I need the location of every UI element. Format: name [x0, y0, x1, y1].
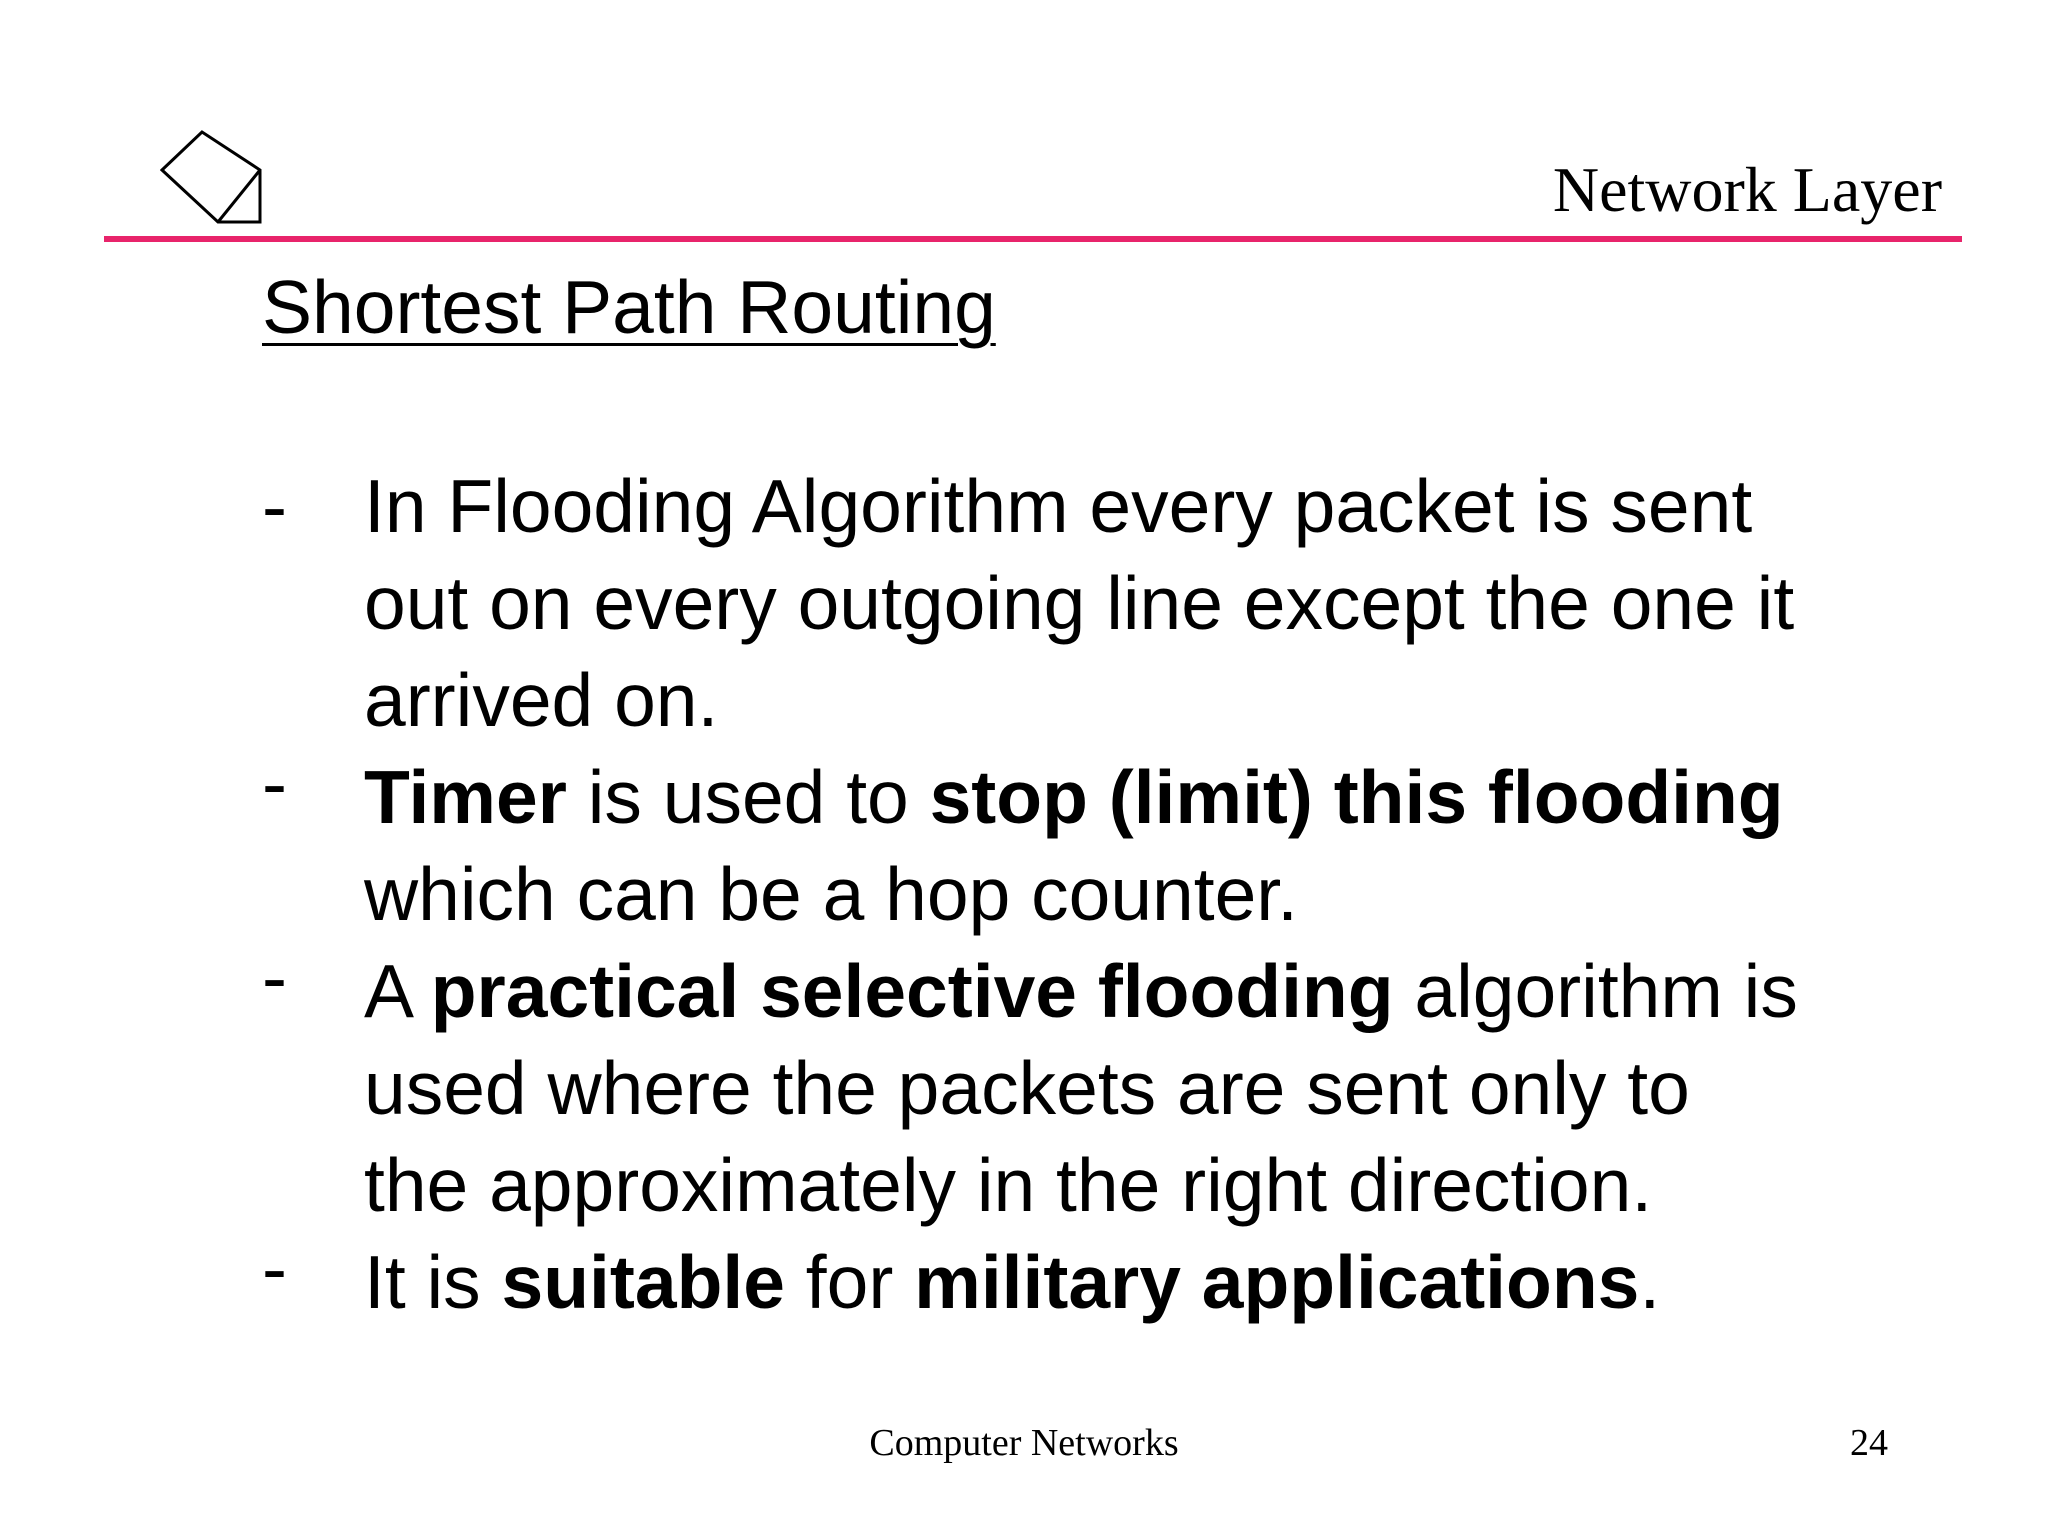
bullet-line: which can be a hop counter.: [364, 852, 1298, 936]
text-run: is used to: [566, 755, 930, 839]
bold-text: Timer: [364, 755, 567, 839]
bold-text: military applications: [914, 1240, 1640, 1324]
footer-course-name: Computer Networks: [869, 1422, 1179, 1464]
text-run: for: [784, 1240, 915, 1324]
bold-text: practical selective flooding: [430, 949, 1394, 1033]
bullet-item-1: [262, 458, 1962, 749]
bullet-item-3: [262, 935, 1962, 1234]
bullet-item-2: [262, 741, 1962, 943]
bullet-item-4: [262, 1226, 1962, 1331]
bullet-line: the approximately in the right direction.: [364, 1143, 1653, 1227]
bullet-line: arrived on.: [364, 658, 719, 742]
text-run: .: [1639, 1240, 1661, 1324]
diamond-square-logo-icon: [160, 130, 270, 230]
text-run: algorithm is: [1393, 949, 1798, 1033]
bullet-marker: -: [262, 935, 287, 1019]
bullet-list: [262, 458, 1962, 1331]
bullet-marker: -: [262, 464, 287, 548]
bullet-marker: -: [262, 1226, 287, 1310]
text-run: A: [364, 949, 431, 1033]
bullet-marker: -: [262, 741, 287, 825]
section-title: Network Layer: [1552, 154, 1942, 225]
bullet-line: [364, 943, 1962, 1040]
bullet-line: In Flooding Algorithm every packet is sent: [364, 464, 1753, 548]
header-divider: [104, 236, 1962, 242]
page-number: 24: [1850, 1422, 1888, 1464]
bullet-line: out on every outgoing line except the one it: [364, 561, 1795, 645]
bold-text: suitable: [501, 1240, 785, 1324]
bullet-line: [364, 1234, 1962, 1331]
bullet-line: used where the packets are sent only to: [364, 1046, 1690, 1130]
slide-title: Shortest Path Routing: [262, 265, 996, 349]
text-run: It is: [364, 1240, 502, 1324]
bullet-line: [364, 749, 1962, 846]
bold-text: stop (limit) this flooding: [929, 755, 1784, 839]
